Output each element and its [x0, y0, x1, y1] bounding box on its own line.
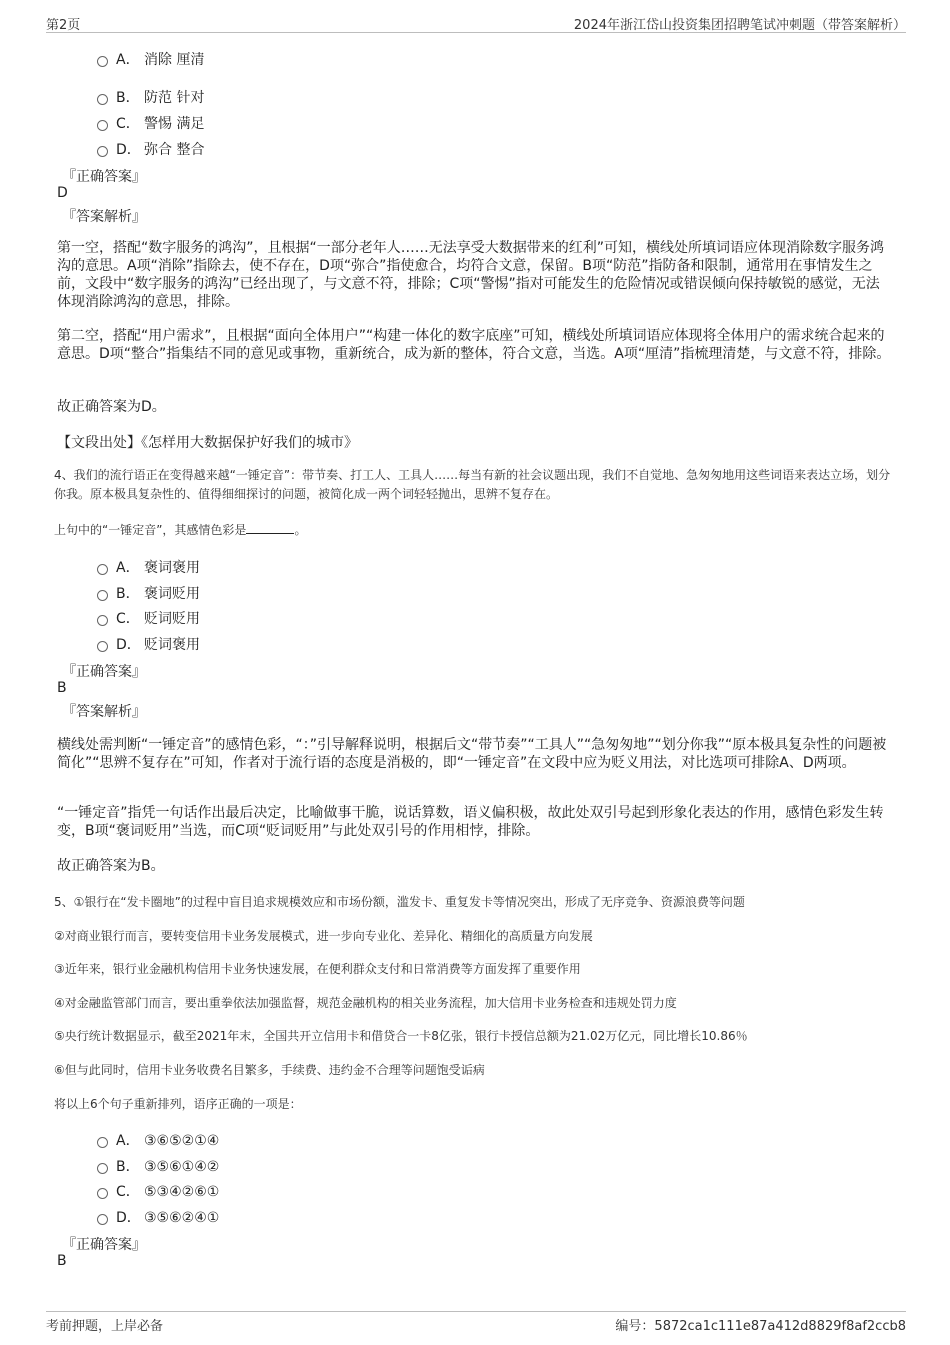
radio-icon[interactable] — [97, 1188, 108, 1199]
radio-icon[interactable] — [97, 590, 108, 601]
question-prompt: 将以上6个句子重新排列，语序正确的一项是： — [54, 1097, 302, 1111]
radio-icon[interactable] — [97, 56, 108, 67]
option-d[interactable]: D． 弥合 整合 — [97, 139, 204, 159]
answer-label: 『正确答案』 — [62, 169, 146, 185]
option-c[interactable]: C． 贬词贬用 — [97, 608, 200, 628]
footer-slogan: 考前押题，上岸必备 — [46, 1319, 164, 1334]
answer-value: B — [57, 1253, 67, 1269]
text-source: 【文段出处】《怎样用大数据保护好我们的城市》 — [57, 435, 358, 451]
radio-icon[interactable] — [97, 641, 108, 652]
sentence-item: ②对商业银行而言，要转变信用卡业务发展模式，进一步向专业化、差异化、精细化的高质量方向发展 — [54, 929, 593, 943]
radio-icon[interactable] — [97, 564, 108, 575]
analysis-paragraph: 第二空，搭配“用户需求”，且根据“面向全体用户”“构建一体化的数字底座”可知，横线处所填词语应体现将全体用户的需求统合起来的意思。D项“整合”指集结不同的意见或事物，重新统合，成为新的整体，符合文意，当选。A项“厘清”指梳理清楚，与文意不符，排除。 — [57, 328, 891, 362]
sentence-item: ③近年来，银行业金融机构信用卡业务快速发展，在便利群众支付和日常消费等方面发挥了重要作用 — [54, 962, 581, 976]
analysis-paragraph: 第一空，搭配“数字服务的鸿沟”，且根据“一部分老年人……无法享受大数据带来的红利”可知，横线处所填词语应体现消除数字服务鸿沟的意思。A项“消除”指除去，使不存在，D项“弥合”指使愈合，均符合文意，保留。B项“防范”指防备和限制，通常用在事情发生之前，文段中“数字服务的鸿沟”已经出现了，与文意不符，排除；C项“警惕”指对可能发生的危险情况或错误倾向保持敏锐的感觉，无法体现消除鸿沟的意思，排除。 — [57, 240, 885, 310]
page-header — [46, 12, 906, 33]
radio-icon[interactable] — [97, 1163, 108, 1174]
page-number: 第2页 — [46, 18, 81, 33]
option-c[interactable]: C． 警惕 满足 — [97, 113, 204, 133]
question-prompt: 上句中的“一锤定音”，其感情色彩是 。 — [54, 523, 307, 537]
option-d[interactable]: D． ③⑤⑥②④① — [97, 1207, 219, 1227]
answer-value: B — [57, 680, 67, 696]
analysis-label: 『答案解析』 — [62, 704, 146, 720]
radio-icon[interactable] — [97, 1137, 108, 1148]
option-b[interactable]: B． 褒词贬用 — [97, 583, 200, 603]
sentence-item: ④对金融监管部门而言，要出重拳依法加强监督，规范金融机构的相关业务流程，加大信用卡业务检查和违规处罚力度 — [54, 996, 677, 1010]
analysis-conclusion: 故正确答案为B。 — [57, 858, 165, 874]
option-b[interactable]: B． ③⑤⑥①④② — [97, 1156, 219, 1176]
sentence-item: ⑥但与此同时，信用卡业务收费名目繁多，手续费、违约金不合理等问题饱受诟病 — [54, 1063, 485, 1077]
question-stem: 4、我们的流行语正在变得越来越“一锤定音”：带节奏、打工人、工具人……每当有新的社会议题出现，我们不自觉地、急匆匆地用这些词语来表达立场，划分你我。原本极具复杂性的、值得细细探讨的问题，被简化成一两个词轻轻抛出，思辨不复存在。 — [54, 468, 891, 501]
radio-icon[interactable] — [97, 1214, 108, 1225]
option-a[interactable]: A． ③⑥⑤②①④ — [97, 1130, 219, 1150]
analysis-conclusion: 故正确答案为D。 — [57, 399, 166, 415]
option-c[interactable]: C． ⑤③④②⑥① — [97, 1181, 219, 1201]
option-a[interactable]: A． 褒词褒用 — [97, 557, 200, 577]
radio-icon[interactable] — [97, 120, 108, 131]
radio-icon[interactable] — [97, 94, 108, 105]
analysis-paragraph: 横线处需判断“一锤定音”的感情色彩，“：”引导解释说明，根据后文“带节奏”“工具人”“急匆匆地”“划分你我”“原本极具复杂性的问题被简化”“思辨不复存在”可知，作者对于流行语的态度是消极的，即“一锤定音”在文段中应为贬义用法，对比选项可排除A、D两项。 — [57, 737, 887, 771]
option-d[interactable]: D． 贬词褒用 — [97, 634, 200, 654]
sentence-item: ⑤央行统计数据显示，截至2021年末，全国共开立信用卡和借贷合一卡8亿张，银行卡授信总额为21.02万亿元，同比增长10.86％ — [54, 1029, 748, 1043]
page-footer — [46, 1311, 906, 1342]
answer-label: 『正确答案』 — [62, 664, 146, 680]
analysis-paragraph: “一锤定音”指凭一句话作出最后决定，比喻做事干脆，说话算数，语义偏积极，故此处双引号起到形象化表达的作用，感情色彩发生转变，B项“褒词贬用”当选，而C项“贬词贬用”与此处双引号的作用相悖，排除。 — [57, 805, 884, 839]
option-b[interactable]: B． 防范 针对 — [97, 87, 204, 107]
answer-blank — [246, 521, 294, 534]
answer-value: D — [57, 185, 68, 201]
document-title: 2024年浙江岱山投资集团招聘笔试冲刺题（带答案解析） — [573, 18, 906, 33]
document-code: 编号：5872ca1c111e87a412d8829f8af2ccb8 — [615, 1319, 906, 1334]
radio-icon[interactable] — [97, 615, 108, 626]
option-a[interactable]: A． 消除 厘清 — [97, 49, 204, 69]
analysis-label: 『答案解析』 — [62, 209, 146, 225]
sentence-item: 5、①银行在“发卡圈地”的过程中盲目追求规模效应和市场份额，滥发卡、重复发卡等情况突出，形成了无序竞争、资源浪费等问题 — [54, 895, 745, 909]
radio-icon[interactable] — [97, 146, 108, 157]
answer-label: 『正确答案』 — [62, 1237, 146, 1253]
